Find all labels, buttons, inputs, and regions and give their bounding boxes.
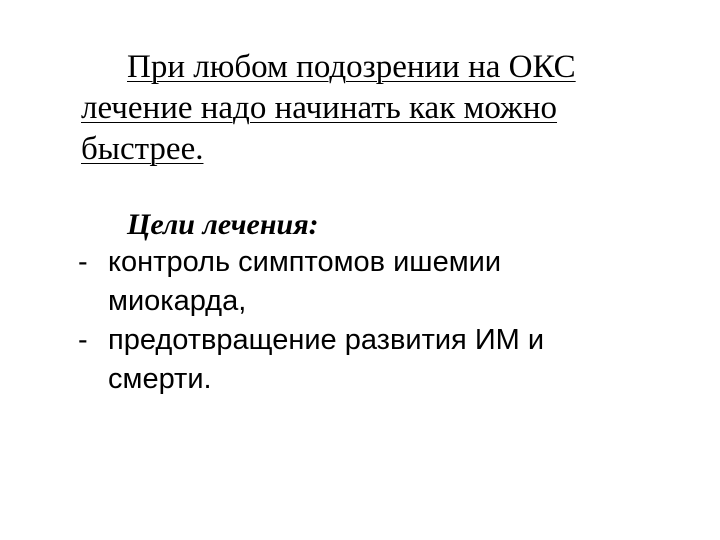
list-item-text: предотвращение развития ИМ и смерти.: [108, 324, 545, 395]
goals-heading: Цели лечения:: [127, 208, 319, 241]
intro-paragraph: При любом подозрении на ОКС лечение надо начинать как можно быстрее.: [81, 49, 576, 167]
goals-list: [78, 243, 598, 399]
list-item: [78, 243, 598, 321]
list-item-text: контроль симптомов ишемии миокарда,: [108, 246, 502, 317]
bullet-dash: -: [78, 324, 88, 356]
list-item: [78, 321, 598, 399]
bullet-dash: -: [78, 246, 88, 278]
